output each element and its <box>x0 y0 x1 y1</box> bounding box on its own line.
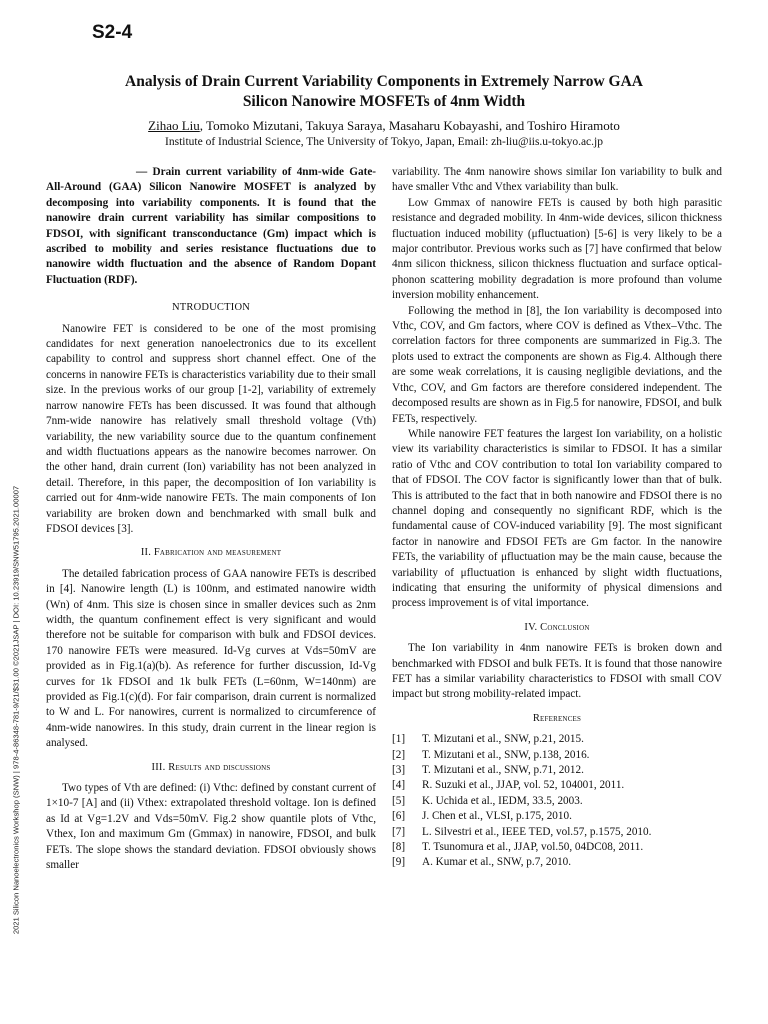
reference-item <box>392 763 722 778</box>
results-continued-paragraph: variability. The 4nm nanowire shows similar Ion variability to bulk and have smaller Vthc and Vthex variability than bulk. <box>392 166 722 194</box>
reference-text: A. Kumar et al., SNW, p.7, 2010. <box>422 856 572 869</box>
reference-number: [1] <box>392 733 406 746</box>
author-list <box>40 118 728 134</box>
reference-number: [2] <box>392 748 406 761</box>
reference-number: [7] <box>392 825 406 838</box>
reference-item <box>392 809 722 824</box>
reference-number: [4] <box>392 779 406 792</box>
reference-text: L. Silvestri et al., IEEE TED, vol.57, p.1575, 2010. <box>422 825 652 838</box>
fabrication-paragraph: The detailed fabrication process of GAA nanowire FETs is described in [4]. Nanowire length (L) is 100nm, and estimated nanowire width (Wn) of 4nm. This size is chosen since in smaller devices such as 2nm width, the quantum confinement effect is very significant and would therefore not be suitable for comparison with bulk and FDSOI devices. 170 nanowire FETs were measured. Id-Vg curves at Vds=50mV are provided as in Fig.1(a)(b). As reference for further discussion, Id-Vg curves for 1k FDSOI and 1k bulk FETs (L=60nm, W=140nm) are provided as Fig.1(c)(d). For fair comparison, drain current is normalized to W and L. For nanowires, current is normalized to circumference of 4nm-wide nanowires. In this study, drain current in the linear region is analysed. <box>46 567 376 750</box>
left-column <box>46 165 376 873</box>
session-code: S2-4 <box>92 22 133 43</box>
comparison-paragraph: While nanowire FET features the largest Ion variability, on a holistic view its variability characteristics is similar to FDSOI. It has a similar ratio of Vthc and COV contribution to total Ion variability compared to that of FDSOI. The COV factor is significantly lower than that of bulk. This is attributed to the fact that in both nanowire and FDSOI there is no channel doping and consequently no significant RDF, which is the fundamental cause of COV-induced variability [9]. The most significant factor in nanowire and FDSOI FETs are Gm factor. In the nanowire FETs, the variability of μfluctuation may be the main cause, because the variability of μfluctuation is enhanced by slight width fluctuations, indicating that ensuring the uniformity of physical dimensions and process improvement is of vital importance. <box>392 427 722 610</box>
reference-item <box>392 748 722 763</box>
gm-paragraph: Low Gmmax of nanowire FETs is caused by both high parasitic resistance and degraded mobility. In 4nm-wide devices, silicon thickness fluctuation induced mobility (μfluctuation) [5-6] is very likely to be a major contributor. Previous works such as [7] have confirmed that below 4nm silicon thickness, silicon thickness fluctuation and surface optical-phonon scattering mobility degradation is more profound than volume inversion mobility enhancement. <box>392 196 722 302</box>
reference-item <box>392 825 722 840</box>
reference-number: [8] <box>392 841 406 854</box>
reference-item <box>392 855 722 870</box>
reference-text: K. Uchida et al., IEDM, 33.5, 2003. <box>422 794 583 807</box>
section-heading-conclusion: IV. Conclusion <box>524 621 590 633</box>
reference-item <box>392 840 722 855</box>
section-heading-results: III. Results and discussions <box>151 761 271 773</box>
reference-text: T. Mizutani et al., SNW, p.138, 2016. <box>422 748 590 761</box>
reference-item <box>392 732 722 747</box>
reference-item <box>392 794 722 809</box>
reference-number: [9] <box>392 856 406 869</box>
reference-list <box>392 732 722 871</box>
reference-number: [3] <box>392 764 406 777</box>
section-heading-introduction: NTRODUCTION <box>171 302 251 314</box>
title-line-1: Analysis of Drain Current Variability Components in Extremely Narrow GAA <box>125 73 643 90</box>
reference-text: T. Tsunomura et al., JJAP, vol.50, 04DC08, 2011. <box>422 841 644 854</box>
reference-text: R. Suzuki et al., JJAP, vol. 52, 104001, 2011. <box>422 779 625 792</box>
copyright-text: 2021 Silicon Nanoelectronics Workshop (SNW) | 978-4-86348-781-9/21/$31.00 ©2021JSAP | DOI: 10.23919/SNW51795.2021.00007 <box>11 485 21 935</box>
first-author: Zihao Liu <box>148 118 200 133</box>
reference-text: T. Mizutani et al., SNW, p.21, 2015. <box>422 733 584 746</box>
right-column <box>392 165 722 871</box>
reference-item <box>392 778 722 793</box>
paper-title <box>40 72 728 111</box>
abstract <box>46 165 376 288</box>
reference-text: J. Chen et al., VLSI, p.175, 2010. <box>422 810 572 823</box>
conclusion-paragraph: The Ion variability in 4nm nanowire FETs is broken down and benchmarked with FDSOI and bulk FETs. It is found that those nanowire FET has a similar variability characteristics to FDSOI with small COV impact but strong mobility-related impact. <box>392 642 722 701</box>
section-heading-fabrication: II. Fabrication and measurement <box>140 547 282 559</box>
reference-text: T. Mizutani et al., SNW, p.71, 2012. <box>422 764 584 777</box>
affiliation: Institute of Industrial Science, The University of Tokyo, Japan, Email: zh-liu@iis.u-tokyo.ac.jp <box>165 136 603 148</box>
co-authors: , Tomoko Mizutani, Takuya Saraya, Masaharu Kobayashi, and Toshiro Hiramoto <box>199 118 620 133</box>
reference-number: [6] <box>392 810 406 823</box>
abstract-body: Gate-All-Around (GAA) Silicon Nanowire MOSFET is analyzed by decomposing into variability components. It is found that the nanowire drain current variability has similar compositions to FDSOI, with significant transconductance (Gm) impact which is ascribed to mobility and series resistance fluctuations due to nanowire width fluctuation and the absence of Random Dopant Fluctuation (RDF). <box>46 166 377 286</box>
decomposition-paragraph: Following the method in [8], the Ion variability is decomposed into Vthc, COV, and Gm factors, where COV is defined as Vthex–Vthc. The correlation factors for three components are summarized in Fig.3. The plots used to extract the components are shown as Fig.4. Although there are some weak correlations, it is causing negligible deviations, and the Vthc, COV, and Gm factors are therefore considered independent. The decomposed results are shown as in Fig.5 for nanowire, FDSOI, and bulk FETs, respectively. <box>392 304 722 425</box>
title-line-2: Silicon Nanowire MOSFETs of 4nm Width <box>242 92 526 110</box>
reference-number: [5] <box>392 794 406 807</box>
results-paragraph: Two types of Vth are defined: (i) Vthc: defined by constant current of 1×10-7 [A] and (ii) Vthex: extrapolated threshold voltage. Ion is defined as Id at Vg=1.2V and Vds=50mV. Fig.2 show quantile plots of Vthc, Vthex, Ion and maximum Gm (Gmmax) in nanowire, FDSOI, and bulk FETs. The slope shows the standard deviation. FDSOI obviously shows smaller <box>46 782 376 872</box>
section-heading-references: References <box>532 712 582 724</box>
abstract-lead: — Drain current variability of 4nm-wide <box>136 166 344 178</box>
intro-paragraph: Nanowire FET is considered to be one of the most promising candidates for next generation nanoelectronics due to its excellent capability to control and suppress short channel effect. One of the concerns in nanowire FETs is characteristics variability due to their small size. In the previous works of our group [1-2], variability of extremely narrow nanowire FETs has been discussed. It was found that although 7nm-wide nanowire has relatively small threshold voltage (Vth) variability, the new variability source due to the quantum confinement and width fluctuations appears as the nanowire becomes narrower. On the other hand, drain current (Ion) variability has not been analyzed in detail. Therefore, in this paper, the decomposition of Ion variability is carried out for 4nm-wide nanowire FETs. The main components of Ion variability are broken down and benchmarked with small bulk and FDSOI devices [3]. <box>46 322 376 535</box>
copyright-sidebar <box>6 425 26 995</box>
